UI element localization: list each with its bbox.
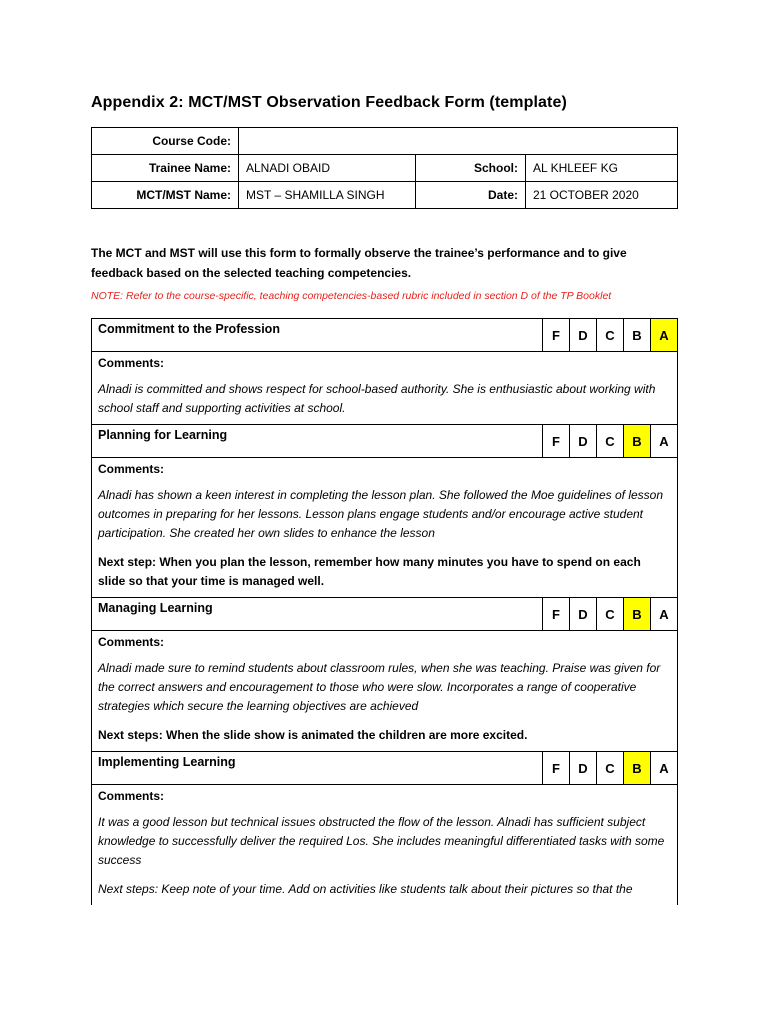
grade-c: C — [597, 752, 624, 785]
grade-a: A — [651, 425, 678, 458]
grade-f: F — [543, 425, 570, 458]
grade-d: D — [570, 319, 597, 352]
mct-row — [92, 182, 678, 209]
grade-b-selected: B — [624, 425, 651, 458]
grade-c: C — [597, 425, 624, 458]
trainee-name-value: ALNADI OBAID — [239, 155, 416, 182]
grade-d: D — [570, 598, 597, 631]
section-body-planning-for-learning — [92, 458, 678, 598]
page-title: Appendix 2: MCT/MST Observation Feedback Form (template) — [91, 94, 567, 111]
grade-f: F — [543, 598, 570, 631]
comments-label: Comments: — [98, 789, 165, 803]
comments-cell — [92, 631, 678, 752]
comment-text: It was a good lesson but technical issues obstructed the flow of the lesson. Alnadi has sufficient subject knowledge to successfully deliver the required Los. She includes meaningful differentiated tasks with some success — [98, 815, 665, 867]
section-title: Implementing Learning — [92, 752, 543, 785]
section-body-managing-learning — [92, 631, 678, 752]
next-step-text: Next steps: When the slide show is animated the children are more excited. — [98, 728, 528, 742]
course-code-label: Course Code: — [92, 128, 239, 155]
school-value: AL KHLEEF KG — [526, 155, 678, 182]
grade-c: C — [597, 319, 624, 352]
section-header-implementing-learning — [92, 752, 678, 785]
grade-f: F — [543, 752, 570, 785]
trainee-name-label: Trainee Name: — [92, 155, 239, 182]
intro-text: The MCT and MST will use this form to formally observe the trainee’s performance and to give feedback based on the selected teaching competencies. — [91, 246, 627, 280]
grade-b-selected: B — [624, 752, 651, 785]
section-header-managing-learning — [92, 598, 678, 631]
course-code-value — [239, 128, 678, 155]
grade-c: C — [597, 598, 624, 631]
grade-a: A — [651, 598, 678, 631]
next-step-text: Next step: When you plan the lesson, remember how many minutes you have to spend on each slide so that your time is managed well. — [98, 555, 641, 588]
section-body-commitment-to-the-profession — [92, 352, 678, 425]
comments-cell — [92, 458, 678, 598]
school-label: School: — [416, 155, 526, 182]
comment-text: Alnadi is committed and shows respect for school-based authority. She is enthusiastic about working with school staff and supporting activities at school. — [98, 382, 656, 415]
grade-a: A — [651, 752, 678, 785]
comment-text: Alnadi has shown a keen interest in completing the lesson plan. She followed the Moe guidelines of lesson outcomes in preparing for her lessons. Lesson plans engage students and/or encourage active student participation. She created her own slides to enhance the lesson — [98, 488, 664, 540]
section-header-planning-for-learning — [92, 425, 678, 458]
mct-name-value: MST – SHAMILLA SINGH — [239, 182, 416, 209]
grade-a-selected: A — [651, 319, 678, 352]
next-step-text: Next steps: Keep note of your time. Add on activities like students talk about their pictures so that the — [98, 882, 633, 896]
competency-rubric-table — [91, 318, 678, 905]
trainee-row — [92, 155, 678, 182]
section-title: Commitment to the Profession — [92, 319, 543, 352]
section-title: Planning for Learning — [92, 425, 543, 458]
comment-text: Alnadi made sure to remind students about classroom rules, when she was teaching. Praise was given for the correct answers and encouragement to those who were slow. Incorporates a range of cooperative strategies which secure the learning objectives are achieved — [98, 661, 661, 713]
grade-b-selected: B — [624, 598, 651, 631]
date-label: Date: — [416, 182, 526, 209]
note-text: NOTE: Refer to the course-specific, teaching competencies-based rubric included in section D of the TP Booklet — [91, 290, 612, 302]
comments-label: Comments: — [98, 635, 165, 649]
section-header-commitment-to-the-profession — [92, 319, 678, 352]
course-code-row — [92, 128, 678, 155]
mct-name-label: MCT/MST Name: — [92, 182, 239, 209]
section-body-implementing-learning — [92, 785, 678, 906]
section-title: Managing Learning — [92, 598, 543, 631]
comments-label: Comments: — [98, 356, 165, 370]
date-value: 21 OCTOBER 2020 — [526, 182, 678, 209]
grade-d: D — [570, 752, 597, 785]
comments-cell — [92, 352, 678, 425]
grade-b: B — [624, 319, 651, 352]
comments-label: Comments: — [98, 462, 165, 476]
comments-cell — [92, 785, 678, 906]
grade-d: D — [570, 425, 597, 458]
grade-f: F — [543, 319, 570, 352]
trainee-info-table — [91, 127, 678, 209]
